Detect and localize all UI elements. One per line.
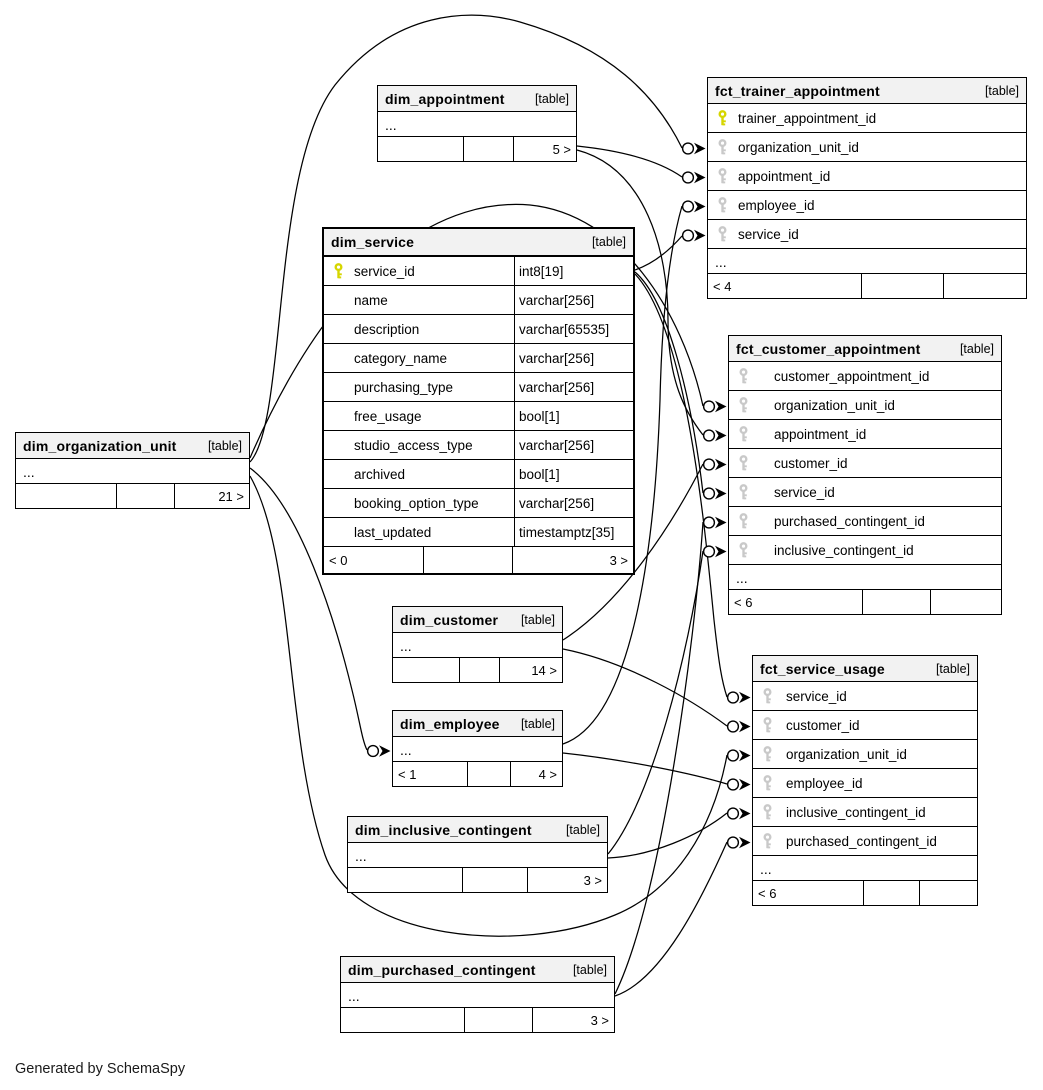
column-type: varchar[65535]	[514, 315, 633, 343]
table-footer	[393, 762, 562, 786]
column-name: service_id	[738, 226, 799, 242]
column-row-inclusive_contingent_id	[753, 798, 977, 827]
table-fct_customer_appointment[interactable]	[728, 335, 1002, 615]
table-name[interactable]: fct_customer_appointment	[736, 340, 921, 357]
column-name: organization_unit_id	[738, 139, 859, 155]
column-name: service_id	[774, 484, 835, 500]
foreign-key-icon	[715, 197, 729, 213]
table-dim_appointment[interactable]	[377, 85, 577, 162]
table-tag: [table]	[565, 822, 600, 837]
table-footer	[348, 868, 607, 892]
table-header[interactable]	[393, 711, 562, 737]
column-row-category_name	[324, 344, 633, 373]
footer-children: 3 >	[527, 868, 607, 892]
table-name[interactable]: dim_service	[331, 234, 415, 250]
table-name[interactable]: dim_inclusive_contingent	[355, 821, 532, 838]
column-name: purchased_contingent_id	[774, 513, 925, 529]
footer-children	[930, 590, 1001, 614]
footer-children: 14 >	[499, 658, 562, 682]
footer-mid	[863, 881, 919, 905]
column-name: inclusive_contingent_id	[786, 804, 926, 820]
footer-parents: < 0	[329, 552, 348, 568]
table-footer	[708, 274, 1026, 298]
ellipsis-row: ...	[16, 459, 249, 484]
column-name: description	[354, 321, 420, 337]
column-name: service_id	[354, 263, 415, 279]
foreign-key-icon	[736, 368, 750, 384]
table-name[interactable]: dim_customer	[400, 611, 499, 628]
table-dim_organization_unit[interactable]	[15, 432, 250, 509]
column-row-service_id	[708, 220, 1026, 249]
foreign-key-icon	[736, 542, 750, 558]
table-tag: [table]	[207, 438, 242, 453]
column-type: int8[19]	[514, 257, 633, 285]
footer-parents	[341, 1008, 464, 1032]
table-footer	[341, 1008, 614, 1032]
foreign-key-icon	[736, 513, 750, 529]
table-tag: [table]	[959, 341, 994, 356]
column-row-booking_option_type	[324, 489, 633, 518]
ellipsis-row: ...	[753, 856, 977, 881]
column-name: last_updated	[354, 524, 432, 540]
table-tag: [table]	[534, 91, 569, 106]
column-row-customer_id	[729, 449, 1001, 478]
footer-children: 21 >	[174, 484, 249, 508]
table-dim_inclusive_contingent[interactable]	[347, 816, 608, 893]
foreign-key-icon	[715, 168, 729, 184]
column-row-service_id	[324, 257, 633, 286]
ellipsis-row: ...	[729, 565, 1001, 590]
table-name[interactable]: fct_trainer_appointment	[715, 82, 880, 99]
table-name[interactable]: dim_appointment	[385, 90, 505, 107]
column-name: category_name	[354, 350, 448, 366]
foreign-key-icon	[760, 775, 774, 791]
table-header[interactable]	[753, 656, 977, 682]
footer-mid	[861, 274, 944, 298]
foreign-key-icon	[760, 717, 774, 733]
column-name: purchasing_type	[354, 379, 454, 395]
table-header[interactable]	[16, 433, 249, 459]
primary-key-icon	[331, 263, 345, 279]
column-name: inclusive_contingent_id	[774, 542, 914, 558]
footer-mid	[862, 590, 930, 614]
foreign-key-icon	[760, 746, 774, 762]
table-dim_employee[interactable]	[392, 710, 563, 787]
column-type: bool[1]	[514, 402, 633, 430]
column-row-description	[324, 315, 633, 344]
footer-mid	[462, 868, 527, 892]
table-header[interactable]	[729, 336, 1001, 362]
table-header[interactable]	[708, 78, 1026, 104]
foreign-key-icon	[760, 804, 774, 820]
ellipsis-row: ...	[378, 112, 576, 137]
column-name: customer_id	[774, 455, 848, 471]
ellipsis-row: ...	[393, 737, 562, 762]
column-row-organization_unit_id	[708, 133, 1026, 162]
column-row-purchasing_type	[324, 373, 633, 402]
table-footer	[753, 881, 977, 905]
column-name: booking_option_type	[354, 495, 479, 511]
column-name: organization_unit_id	[786, 746, 907, 762]
column-row-archived	[324, 460, 633, 489]
primary-key-icon	[715, 110, 729, 126]
footer-mid	[116, 484, 174, 508]
footer-parents	[16, 484, 116, 508]
column-name: trainer_appointment_id	[738, 110, 877, 126]
table-footer	[393, 658, 562, 682]
table-header[interactable]	[348, 817, 607, 843]
table-dim_purchased_contingent[interactable]	[340, 956, 615, 1033]
column-row-trainer_appointment_id	[708, 104, 1026, 133]
generator-note: Generated by SchemaSpy	[15, 1061, 186, 1077]
column-row-employee_id	[708, 191, 1026, 220]
footer-mid	[423, 547, 513, 573]
column-row-organization_unit_id	[729, 391, 1001, 420]
table-header[interactable]	[341, 957, 614, 983]
ellipsis-row: ...	[393, 633, 562, 658]
column-row-last_updated	[324, 518, 633, 547]
column-row-purchased_contingent_id	[729, 507, 1001, 536]
table-name[interactable]: fct_service_usage	[760, 660, 885, 677]
column-row-service_id	[753, 682, 977, 711]
footer-children	[919, 881, 977, 905]
column-row-studio_access_type	[324, 431, 633, 460]
column-row-purchased_contingent_id	[753, 827, 977, 856]
footer-mid	[459, 658, 500, 682]
column-name: purchased_contingent_id	[786, 833, 937, 849]
table-dim_customer[interactable]	[392, 606, 563, 683]
footer-parents: < 6	[758, 885, 777, 901]
column-name: appointment_id	[738, 168, 831, 184]
table-header[interactable]	[378, 86, 576, 112]
column-type: varchar[256]	[514, 344, 633, 372]
column-type: timestamptz[35]	[514, 518, 633, 546]
table-footer	[324, 547, 633, 573]
table-name[interactable]: dim_employee	[400, 715, 500, 732]
column-row-customer_id	[753, 711, 977, 740]
column-type: varchar[256]	[514, 431, 633, 459]
table-tag: [table]	[520, 612, 555, 627]
ellipsis-row: ...	[708, 249, 1026, 274]
table-footer	[729, 590, 1001, 614]
column-name: service_id	[786, 688, 847, 704]
footer-parents: < 1	[398, 766, 417, 782]
column-name: studio_access_type	[354, 437, 473, 453]
table-tag: [table]	[572, 962, 607, 977]
footer-children	[943, 274, 1026, 298]
ellipsis-row: ...	[348, 843, 607, 868]
table-header[interactable]	[393, 607, 562, 633]
footer-mid	[467, 762, 509, 786]
ellipsis-row: ...	[341, 983, 614, 1008]
table-tag: [table]	[591, 235, 626, 249]
column-name: archived	[354, 466, 406, 482]
column-row-appointment_id	[708, 162, 1026, 191]
column-name: employee_id	[786, 775, 863, 791]
footer-children: 4 >	[510, 762, 562, 786]
column-row-service_id	[729, 478, 1001, 507]
column-name: name	[354, 292, 388, 308]
footer-children: 3 >	[532, 1008, 614, 1032]
footer-mid	[464, 1008, 532, 1032]
foreign-key-icon	[736, 455, 750, 471]
column-type: varchar[256]	[514, 286, 633, 314]
column-row-appointment_id	[729, 420, 1001, 449]
column-name: customer_appointment_id	[774, 368, 930, 384]
foreign-key-icon	[760, 688, 774, 704]
table-tag: [table]	[935, 661, 970, 676]
footer-parents: < 4	[713, 278, 732, 294]
column-type: varchar[256]	[514, 489, 633, 517]
table-tag: [table]	[984, 83, 1019, 98]
table-name[interactable]: dim_organization_unit	[23, 437, 177, 454]
footer-parents: < 6	[734, 594, 753, 610]
column-row-free_usage	[324, 402, 633, 431]
column-name: appointment_id	[774, 426, 867, 442]
column-row-name	[324, 286, 633, 315]
column-row-inclusive_contingent_id	[729, 536, 1001, 565]
footer-children: 5 >	[513, 137, 576, 161]
column-name: organization_unit_id	[774, 397, 895, 413]
column-name: free_usage	[354, 408, 422, 424]
table-footer	[378, 137, 576, 161]
column-name: customer_id	[786, 717, 860, 733]
column-name: employee_id	[738, 197, 815, 213]
column-row-customer_appointment_id	[729, 362, 1001, 391]
foreign-key-icon	[736, 426, 750, 442]
footer-parents	[378, 137, 463, 161]
column-type: bool[1]	[514, 460, 633, 488]
table-dim_service[interactable]	[322, 227, 635, 575]
table-tag: [table]	[520, 716, 555, 731]
table-fct_service_usage[interactable]	[752, 655, 978, 906]
table-header[interactable]	[324, 229, 633, 257]
table-footer	[16, 484, 249, 508]
foreign-key-icon	[760, 833, 774, 849]
foreign-key-icon	[736, 397, 750, 413]
column-type: varchar[256]	[514, 373, 633, 401]
foreign-key-icon	[715, 226, 729, 242]
table-fct_trainer_appointment[interactable]	[707, 77, 1027, 299]
foreign-key-icon	[715, 139, 729, 155]
foreign-key-icon	[736, 484, 750, 500]
table-name[interactable]: dim_purchased_contingent	[348, 961, 536, 978]
footer-mid	[463, 137, 513, 161]
column-row-employee_id	[753, 769, 977, 798]
footer-parents	[393, 658, 459, 682]
column-row-organization_unit_id	[753, 740, 977, 769]
footer-children: 3 >	[512, 547, 633, 573]
footer-parents	[348, 868, 462, 892]
